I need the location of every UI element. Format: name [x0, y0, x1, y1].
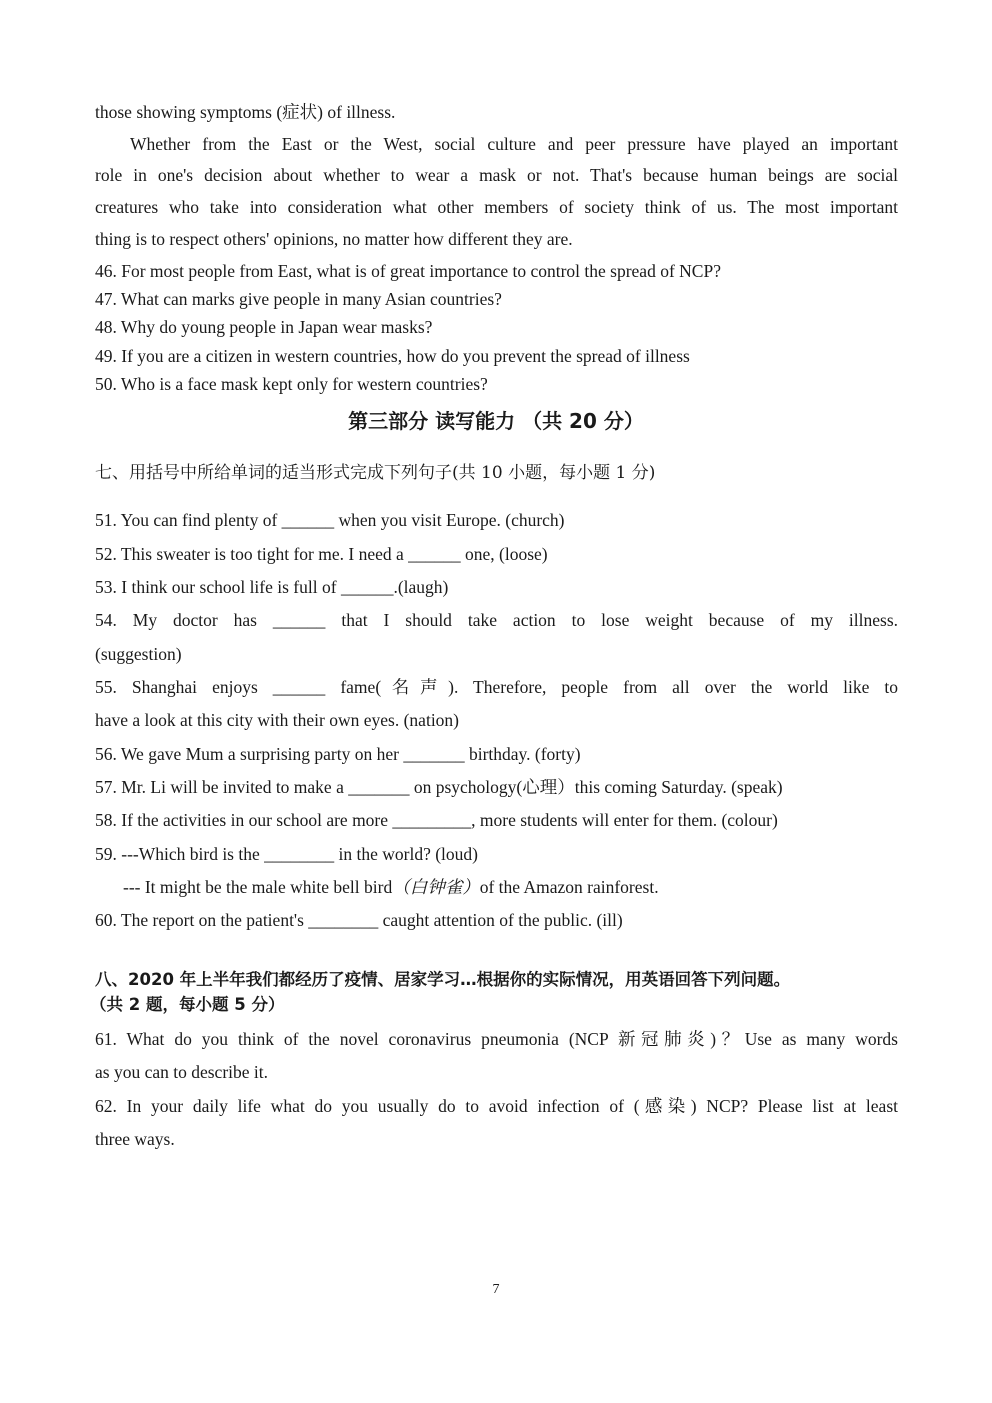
- question-62: 62. In your daily life what do you usually do to avoid infection of (感染) NCP? Please list at least: [95, 1096, 898, 1116]
- question-48: 48. Why do young people in Japan wear masks?: [95, 317, 433, 337]
- question-54: 54. My doctor has ______ that I should take action to lose weight because of my illness.: [95, 610, 898, 630]
- question-54-hint: (suggestion): [95, 644, 182, 664]
- question-52: 52. This sweater is too tight for me. I need a ______ one, (loose): [95, 544, 548, 564]
- question-55-cont: have a look at this city with their own eyes. (nation): [95, 710, 460, 730]
- passage-line: those showing symptoms (症状) of illness.: [95, 102, 396, 122]
- question-59: 59. ---Which bird is the ________ in the world? (loud): [95, 844, 478, 864]
- question-58: 58. If the activities in our school are more _________, more students will enter for them. (colour): [95, 810, 778, 830]
- question-47: 47. What can marks give people in many Asian countries?: [95, 289, 502, 309]
- question-61-cont: as you can to describe it.: [95, 1062, 269, 1082]
- question-57: 57. Mr. Li will be invited to make a _______ on psychology(心理）this coming Saturday. (speak): [95, 777, 783, 797]
- question-46: 46. For most people from East, what is of great importance to control the spread of NCP?: [95, 261, 721, 281]
- question-51: 51. You can find plenty of ______ when you visit Europe. (church): [95, 510, 565, 530]
- question-60: 60. The report on the patient's ________ caught attention of the public. (ill): [95, 910, 623, 930]
- answer-suffix: of the Amazon rainforest.: [479, 877, 659, 897]
- passage-line: creatures who take into consideration what other members of society think of us. The most important: [95, 197, 898, 217]
- question-56: 56. We gave Mum a surprising party on her _______ birthday. (forty): [95, 744, 581, 764]
- passage-line: Whether from the East or the West, social culture and peer pressure have played an important: [130, 134, 898, 154]
- question-59-answer: [123, 876, 898, 898]
- part-three-heading: 第三部分 读写能力 （共 20 分）: [348, 409, 644, 433]
- section-eight-subtitle: （共 2 题，每小题 5 分）: [90, 995, 285, 1014]
- passage-line: role in one's decision about whether to wear a mask or not. That's because human beings are social: [95, 165, 898, 185]
- question-61: 61. What do you think of the novel coronavirus pneumonia (NCP 新冠肺炎)？Use as many words: [95, 1029, 898, 1049]
- question-49: 49. If you are a citizen in western countries, how do you prevent the spread of illness: [95, 346, 690, 366]
- passage-line: thing is to respect others' opinions, no matter how different they are.: [95, 229, 573, 249]
- answer-prefix: --- It might be the male white bell bird: [123, 877, 393, 897]
- chinese-gloss: （白钟雀）: [392, 877, 480, 897]
- section-eight-title: 八、2020 年上半年我们都经历了疫情、居家学习…根据你的实际情况，用英语回答下列问题。: [95, 970, 791, 989]
- question-50: 50. Who is a face mask kept only for western countries?: [95, 374, 488, 394]
- question-55: 55. Shanghai enjoys ______ fame(名声). Therefore, people from all over the world like to: [95, 677, 898, 697]
- section-seven-title: 七、用括号中所给单词的适当形式完成下列句子(共 10 小题，每小题 1 分): [95, 463, 656, 483]
- page-number: 7: [492, 1282, 500, 1297]
- question-62-cont: three ways.: [95, 1129, 175, 1149]
- question-53: 53. I think our school life is full of ______.(laugh): [95, 577, 449, 597]
